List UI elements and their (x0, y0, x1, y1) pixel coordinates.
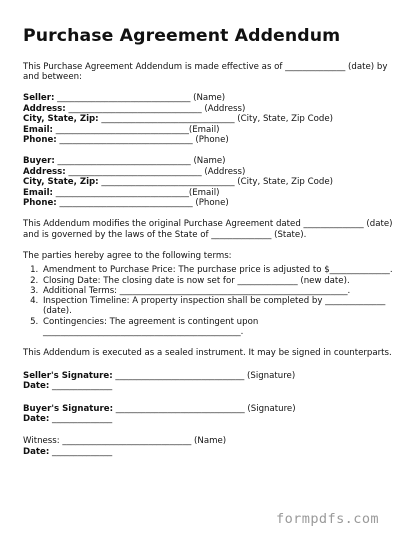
buyer-phone-field[interactable]: _______________________________ (59, 197, 193, 208)
witness-hint: (Name) (194, 436, 227, 447)
seller-address-hint: (Address) (204, 103, 246, 114)
seller-name-hint: (Name) (193, 93, 226, 104)
witness-block (23, 436, 398, 457)
seller-date-label: Date: (23, 381, 50, 392)
term-item: 5. Contingencies: The agreement is contingent upon ______________________________________________. (41, 317, 398, 338)
document-title: Purchase Agreement Addendum (23, 26, 341, 46)
seller-address-label: Address: (23, 103, 66, 114)
seller-email-field[interactable]: _______________________________ (55, 124, 189, 135)
seller-email-label: Email: (23, 124, 53, 135)
buyer-phone-hint: (Phone) (195, 197, 229, 208)
buyer-csz-field[interactable]: _______________________________ (101, 177, 235, 188)
buyer-signature-hint: (Signature) (247, 403, 296, 414)
buyer-phone-label: Phone: (23, 197, 57, 208)
witness-field[interactable]: ______________________________ (62, 436, 192, 447)
seller-signature-block (23, 371, 398, 392)
buyer-email-hint: (Email) (188, 187, 220, 198)
buyer-email-label: Email: (23, 187, 53, 198)
executed-paragraph: This Addendum is executed as a sealed instrument. It may be signed in counterparts. (23, 348, 392, 359)
seller-phone-hint: (Phone) (195, 134, 229, 145)
witness-label: Witness: (23, 436, 60, 447)
buyer-name-field[interactable]: _______________________________ (57, 156, 191, 167)
seller-csz-hint: (City, State, Zip Code) (237, 114, 333, 125)
buyer-signature-label: Buyer's Signature: (23, 403, 114, 414)
witness-date-field[interactable]: ______________ (52, 446, 113, 457)
seller-signature-hint: (Signature) (247, 370, 296, 381)
terms-intro: The parties hereby agree to the following terms: (23, 250, 232, 261)
term-item: 4. Inspection Timeline: A property inspection shall be completed by ______________ (date). (41, 296, 398, 317)
buyer-date-field[interactable]: ______________ (52, 413, 113, 424)
seller-email-hint: (Email) (188, 124, 220, 135)
witness-date-label: Date: (23, 446, 50, 457)
term-item: 1. Amendment to Purchase Price: The purchase price is adjusted to $______________. (41, 265, 398, 275)
seller-name-label: Seller: (23, 93, 55, 104)
modifies-paragraph: This Addendum modifies the original Purchase Agreement dated ______________ (date) and is governed by the laws of the State of ______________ (State). (23, 219, 393, 240)
seller-signature-field[interactable]: ______________________________ (115, 370, 245, 381)
intro-paragraph: This Purchase Agreement Addendum is made effective as of ______________ (date) by and between: (23, 61, 388, 83)
buyer-name-hint: (Name) (193, 156, 226, 167)
buyer-signature-block (23, 404, 398, 425)
buyer-address-hint: (Address) (204, 166, 246, 177)
seller-csz-field[interactable]: _______________________________ (101, 114, 235, 125)
buyer-csz-label: City, State, Zip: (23, 177, 99, 188)
seller-address-field[interactable]: _______________________________ (68, 103, 202, 114)
buyer-address-label: Address: (23, 166, 66, 177)
seller-date-field[interactable]: ______________ (52, 381, 113, 392)
seller-phone-label: Phone: (23, 134, 57, 145)
buyer-address-field[interactable]: _______________________________ (68, 166, 202, 177)
buyer-csz-hint: (City, State, Zip Code) (237, 177, 333, 188)
term-item: 2. Closing Date: The closing date is now set for ______________ (new date). (41, 276, 398, 286)
seller-phone-field[interactable]: _______________________________ (59, 134, 193, 145)
watermark-footer: formpdfs.com (276, 511, 380, 527)
buyer-email-field[interactable]: _______________________________ (55, 187, 189, 198)
buyer-section (23, 156, 398, 208)
terms-list (23, 265, 398, 337)
seller-signature-label: Seller's Signature: (23, 370, 113, 381)
buyer-date-label: Date: (23, 413, 50, 424)
seller-csz-label: City, State, Zip: (23, 114, 99, 125)
seller-name-field[interactable]: _______________________________ (57, 93, 191, 104)
document-page (23, 26, 398, 457)
term-item: 3. Additional Terms: _____________________________________________________. (41, 286, 398, 296)
buyer-signature-field[interactable]: ______________________________ (115, 403, 245, 414)
buyer-name-label: Buyer: (23, 156, 55, 167)
seller-section (23, 93, 398, 145)
